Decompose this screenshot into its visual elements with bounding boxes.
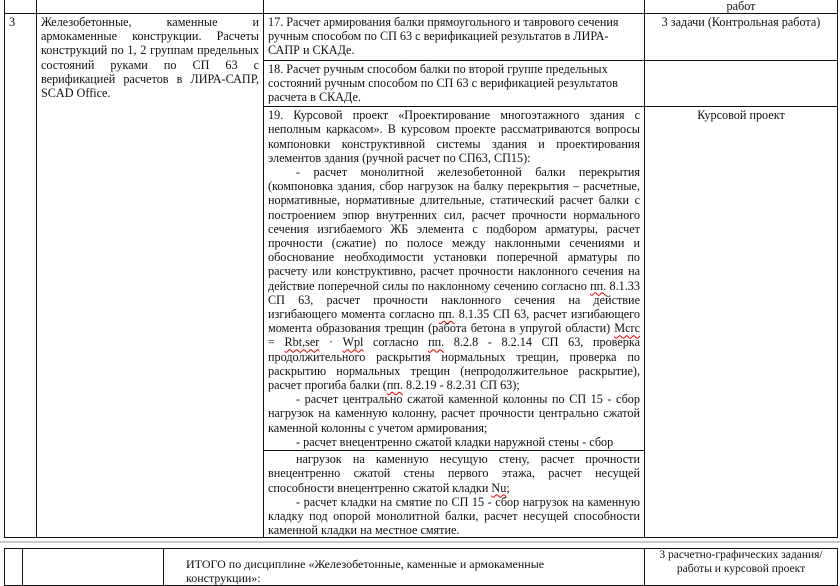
page-separator [0, 541, 840, 543]
header-cell [37, 0, 264, 14]
course-item-wall-tail: нагрузок на каменную несущую стену, расчет прочности внецентренно сжатой стены первого этажа, расчет несущей способности внецентренно сжатой кладки Nu; [268, 452, 640, 495]
course-item-column: - расчет центрально сжатой каменной колонны по СП 15 - сбор нагрузок на каменную колонну, расчет прочности центрально сжатой каменной колонны с учетом армирования; [268, 392, 640, 435]
header-row-remnant [5, 0, 838, 14]
course-project-description [264, 107, 645, 538]
row-number: 3 [5, 14, 37, 538]
discipline-table [4, 0, 838, 538]
total-label-cell [164, 549, 645, 586]
total-row [5, 549, 838, 586]
task-18 [264, 60, 645, 107]
discipline-cell: Железобетонные, каменные и армокаменные конструкции. Расчеты конструкций по 1, 2 группам предельных состояний руками по СП 63 с верификацией расчетов в ЛИРА-САПР, SCAD Office. [37, 14, 264, 538]
course-item-wall-head: - расчет внецентренно сжатой кладки наружной стены - сбор [296, 434, 614, 449]
task-17-result: 3 задачи (Контрольная работа) [645, 14, 838, 61]
course-project-intro: 19. Курсовой проект «Проектирование многоэтажного здания с неполным каркасом». В курсовом проекте рассматриваются вопросы компоновки конструктивной системы здания и проектирования элементов здания (ручной расчет по СП63, СП15): [268, 108, 640, 165]
course-item-beam: - расчет монолитной железобетонной балки перекрытия (компоновка здания, сбор нагрузок на балку перекрытия – расчетные, нормативные, нормативные длительные, статический расчет балки с построением эпюр внутренних сил, расчет прочности нормального сечения изгибаемого ЖБ элемента с подбором арматуры, расчет прочности (сжатие) по полосе между наклонными сечениями и обоснование необходимости установки поперечной арматуры по расчету или конструктивно, расчет прочности наклонного сечения на действие поперечной силы по наклонному сечению согласно пп. 8.1.33 СП 63, расчет прочности наклонного сечения на действие изгибающего момента согласно пп. 8.1.35 СП 63, расчет изгибающего момента образования трещин (работа бетона в упругой области) Mcrc = Rbt,ser · Wpl согласно пп. 8.2.8 - 8.2.14 СП 63, проверка продолжительного раскрытия нормальных трещин, проверка по раскрытию нормальных трещин (непродолжительное раскрытие), расчет прогиба балки (пп. 8.2.19 - 8.2.31 СП 63); [268, 165, 640, 393]
total-empty-cell [23, 549, 164, 586]
total-empty-cell [5, 549, 23, 586]
total-result: 3 расчетно-графических задания/работы и курсовой проект [645, 549, 838, 586]
total-label: ИТОГО по дисциплине «Железобетонные, каменные и армокаменные конструкции»: [186, 557, 545, 586]
table-row-task-17 [5, 14, 838, 61]
header-cell [264, 0, 645, 14]
task-18-result [645, 60, 838, 107]
total-table [4, 548, 838, 586]
cut-header-text: работ [645, 0, 838, 14]
course-project-continued [264, 450, 644, 537]
task-19-result: Курсовой проект [645, 107, 838, 538]
header-cell [5, 0, 37, 14]
task-17: 17. Расчет армирования балки прямоугольного и таврового сечения ручным способом по СП 63 с верификацией результатов в ЛИРА-САПР и СКАДе. [264, 14, 645, 61]
course-item-bearing: - расчет кладки на смятие по СП 15 - сбор нагрузок на каменную кладку под опорой монолитной балки, расчет несущей способности каменной кладки на местное смятие. [268, 494, 640, 538]
task-18-text: 18. Расчет ручным способом балки по второй группе предельных состояний ручным способом по СП 63 с верификацией результатов расчета в СКАДе. [268, 61, 618, 105]
